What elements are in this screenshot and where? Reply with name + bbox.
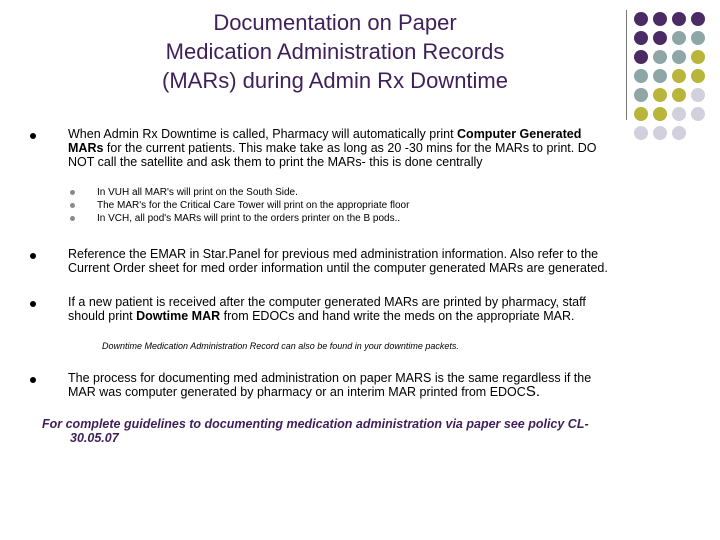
decor-dot <box>691 12 705 26</box>
text: Current Order sheet for med order information until the computer generated MARs are generated. <box>68 261 608 275</box>
bold-text: Dowtime MAR <box>136 309 221 323</box>
decor-dot <box>672 50 686 64</box>
decor-dot <box>672 12 686 26</box>
bullet-dot <box>30 377 36 383</box>
policy-footer <box>42 417 672 445</box>
decor-dot <box>672 107 686 121</box>
bullet-process <box>68 371 678 399</box>
title-line-2: Medication Administration Records <box>165 39 505 64</box>
decor-dot <box>653 50 667 64</box>
decor-dot <box>691 126 705 140</box>
footer-line-1: For complete guidelines to documenting medication administration via paper see policy CL- <box>42 417 589 431</box>
text: from EDOCs and hand write the meds on the appropriate MAR. <box>220 309 575 323</box>
decor-dot <box>634 31 648 45</box>
text: When Admin Rx Downtime is called, Pharmacy will automatically print <box>68 127 458 141</box>
decor-dot <box>672 88 686 102</box>
decor-dot <box>691 88 705 102</box>
page-title <box>95 8 575 95</box>
decor-dot <box>634 12 648 26</box>
decor-dot <box>672 69 686 83</box>
text: If a new patient is received after the computer generated MARs are printed by pharmacy, staff <box>68 295 586 309</box>
title-line-1: Documentation on Paper <box>213 10 457 35</box>
decor-dot <box>653 107 667 121</box>
bullet-computer-generated-mars <box>68 127 678 169</box>
bullet-reference-emar <box>68 247 678 275</box>
sub-bullet-vuh: In VUH all MAR's will print on the South Side. <box>97 187 298 198</box>
text: should print <box>68 309 137 323</box>
bold-text: Computer Generated <box>457 127 582 141</box>
decor-dot <box>653 88 667 102</box>
decor-dot <box>634 88 648 102</box>
decor-dot <box>634 50 648 64</box>
text: NOT call the satellite and ask them to print the MARs- this is done centrally <box>68 155 483 169</box>
bullet-dot <box>30 301 36 307</box>
decor-dot <box>691 50 705 64</box>
sub-bullet-critical-care: The MAR's for the Critical Care Tower will print on the appropriate floor <box>97 200 410 211</box>
decor-dot <box>672 31 686 45</box>
text: S. <box>525 383 540 400</box>
text: MAR was computer generated by pharmacy or an interim MAR printed from EDOC <box>68 385 526 399</box>
downtime-note: Downtime Medication Administration Record can also be found in your downtime packets. <box>102 341 459 351</box>
decor-dot-grid <box>634 12 710 145</box>
sub-bullet-dot <box>70 216 75 221</box>
text: for the current patients. This make take as long as 20 -30 mins for the MARs to print. DO <box>103 141 597 155</box>
bullet-dot <box>30 133 36 139</box>
decor-dot <box>691 107 705 121</box>
decor-divider <box>626 10 627 120</box>
footer-line-2: 30.05.07 <box>70 431 119 445</box>
decor-dot <box>634 69 648 83</box>
bullet-dot <box>30 253 36 259</box>
decor-dot <box>634 107 648 121</box>
sub-bullet-dot <box>70 190 75 195</box>
sub-bullet-vch: In VCH, all pod's MARs will print to the orders printer on the B pods.. <box>97 213 401 224</box>
bold-text: MARs <box>68 141 104 155</box>
decor-dot <box>691 31 705 45</box>
decor-dot <box>691 69 705 83</box>
bullet-new-patient <box>68 295 678 323</box>
decor-dot <box>653 31 667 45</box>
decor-dot <box>653 69 667 83</box>
title-line-3: (MARs) during Admin Rx Downtime <box>162 68 508 93</box>
text: The process for documenting med administration on paper MARS is the same regardless if the <box>68 371 592 385</box>
decor-dot <box>653 12 667 26</box>
sub-bullet-dot <box>70 203 75 208</box>
text: Reference the EMAR in Star.Panel for previous med administration information. Also refer to the <box>68 247 599 261</box>
